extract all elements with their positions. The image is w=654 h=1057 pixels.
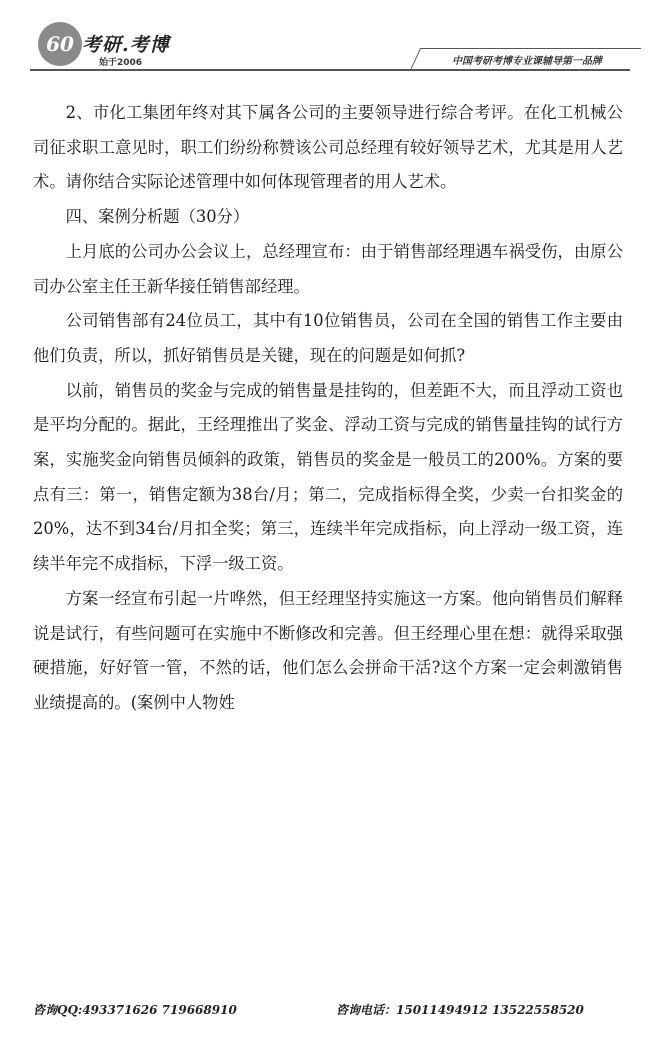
header-divider bbox=[30, 69, 630, 71]
logo-icon: 60 bbox=[38, 22, 82, 66]
paragraph-plan-reaction: 方案一经宣布引起一片哗然，但王经理坚持实施这一方案。他向销售员们解释说是试行，有些问题可在实施中不断修改和完善。但王经理心里在想：就得采取强硬措施，好好管一管，不然的话，他们怎么会拼命干活?这个方案一定会刺激销售业绩提高的。(案例中人物姓 bbox=[33, 588, 623, 712]
footer-qq-contact: 咨询QQ:493371626 719668910 bbox=[33, 1003, 237, 1017]
brand-slogan: 中国考研考博专业课辅导第一品牌 bbox=[452, 56, 602, 67]
paragraph-case-intro: 上月底的公司办公会议上，总经理宣布：由于销售部经理遇车祸受伤，由原公司办公室主任王新华接任销售部经理。 bbox=[33, 241, 623, 296]
brand-since: 始于2006 bbox=[99, 58, 143, 68]
footer-phone-contact: 咨询电话：15011494912 13522558520 bbox=[336, 1003, 584, 1017]
section-heading-case-analysis: 四、案例分析题（30分） bbox=[65, 207, 250, 227]
document-body bbox=[33, 96, 623, 721]
page-header bbox=[0, 0, 654, 80]
paragraph-bonus-plan: 以前，销售员的奖金与完成的销售量是挂钩的，但差距不大，而且浮动工资也是平均分配的。据此，王经理推出了奖金、浮动工资与完成的销售量挂钩的试行方案，实施奖金向销售员倾斜的政策，销售员的奖金是一般员工的200%。方案的要点有三：第一，销售定额为38台/月；第二，完成指标得全奖，少卖一台扣奖金的20%，达不到34台/月扣全奖；第三，连续半年完成指标，向上浮动一级工资，连续半年完不成指标，下浮一级工资。 bbox=[33, 380, 623, 574]
paragraph-sales-department: 公司销售部有24位员工，其中有10位销售员，公司在全国的销售工作主要由他们负责，所以，抓好销售员是关键，现在的问题是如何抓? bbox=[33, 311, 623, 365]
brand-name: 考研.考博 bbox=[82, 34, 170, 56]
paragraph-question-2: 2、市化工集团年终对其下属各公司的主要领导进行综合考评。在化工机械公司征求职工意见时，职工们纷纷称赞该公司总经理有较好领导艺术，尤其是用人艺术。请你结合实际论述管理中如何体现管理者的用人艺术。 bbox=[33, 103, 623, 192]
